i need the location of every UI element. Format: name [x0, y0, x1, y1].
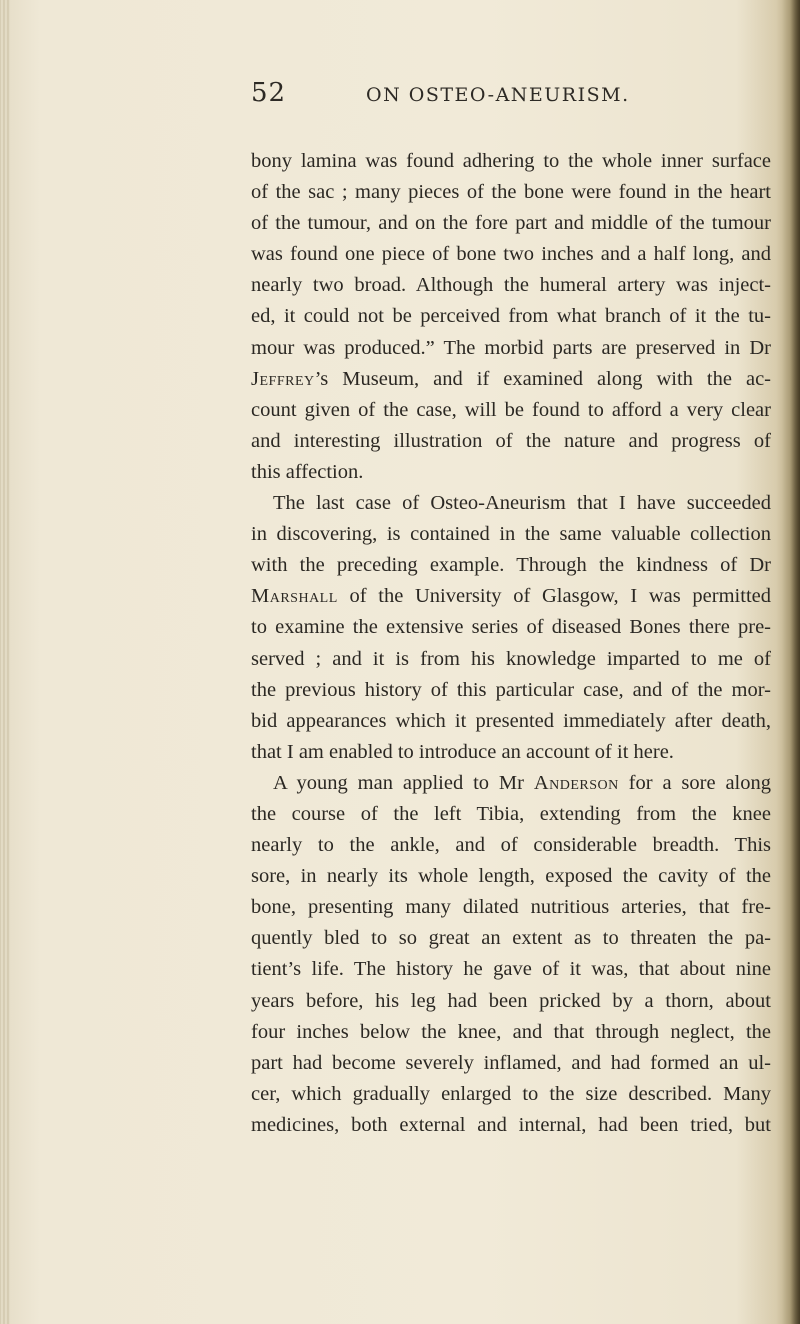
page-number: 52	[251, 78, 287, 108]
text-line: the course of the left Tibia, extending from the knee	[251, 802, 771, 825]
text-line: of the tumour, and on the fore part and middle of the tumour	[251, 212, 771, 235]
text-line: mour was produced.” The morbid parts are preserved in Dr	[251, 336, 771, 359]
text-line: bone, presenting many dilated nutritious arteries, that fre-	[251, 896, 771, 919]
text-line: bid appearances which it presented immediately after death,	[251, 709, 771, 732]
text-line: part had become severely inflamed, and had formed an ul-	[251, 1051, 771, 1074]
text-line: served ; and it is from his knowledge imparted to me of	[251, 647, 771, 670]
body-text	[251, 146, 771, 1141]
text-line: ed, it could not be perceived from what branch of it the tu-	[251, 305, 771, 328]
text-line: Marshall of the University of Glasgow, I was permitted	[251, 585, 771, 608]
text-line: cer, which gradually enlarged to the size described. Many	[251, 1082, 771, 1105]
page-edge-shadow	[782, 0, 800, 1324]
text-line: of the sac ; many pieces of the bone were found in the heart	[251, 181, 771, 204]
paragraph-end-line: that I am enabled to introduce an account of it here.	[251, 740, 674, 763]
page-header	[0, 78, 800, 118]
page-gutter	[0, 0, 10, 1324]
text-line: four inches below the knee, and that through neglect, the	[251, 1020, 771, 1043]
text-line: medicines, both external and internal, had been tried, but	[251, 1113, 771, 1136]
text-line: the previous history of this particular case, and of the mor-	[251, 678, 771, 701]
paragraph-end-line: this affection.	[251, 460, 364, 483]
paragraph-start-line: A young man applied to Mr Anderson for a sore along	[273, 771, 772, 794]
text-line: was found one piece of bone two inches and a half long, and	[251, 243, 771, 266]
text-line: and interesting illustration of the nature and progress of	[251, 429, 771, 452]
text-line: tient’s life. The history he gave of it was, that about nine	[251, 958, 771, 981]
text-line: bony lamina was found adhering to the whole inner surface	[251, 150, 771, 172]
text-line: quently bled to so great an extent as to threaten the pa-	[251, 927, 771, 950]
text-line: with the preceding example. Through the kindness of Dr	[251, 554, 771, 577]
text-line: in discovering, is contained in the same valuable collection	[251, 523, 771, 546]
running-title: ON OSTEO-ANEURISM.	[366, 84, 630, 106]
text-line: count given of the case, will be found to afford a very clear	[251, 398, 771, 421]
paragraph-start-line: The last case of Osteo-Aneurism that I have succeeded	[273, 492, 771, 515]
text-line: sore, in nearly its whole length, exposed the cavity of the	[251, 865, 771, 888]
text-line: years before, his leg had been pricked by a thorn, about	[251, 989, 771, 1012]
text-line: Jeffrey’s Museum, and if examined along with the ac-	[251, 367, 771, 390]
text-line: to examine the extensive series of diseased Bones there pre-	[251, 616, 771, 639]
text-line: nearly to the ankle, and of considerable breadth. This	[251, 834, 771, 857]
text-line: nearly two broad. Although the humeral artery was inject-	[251, 274, 771, 297]
